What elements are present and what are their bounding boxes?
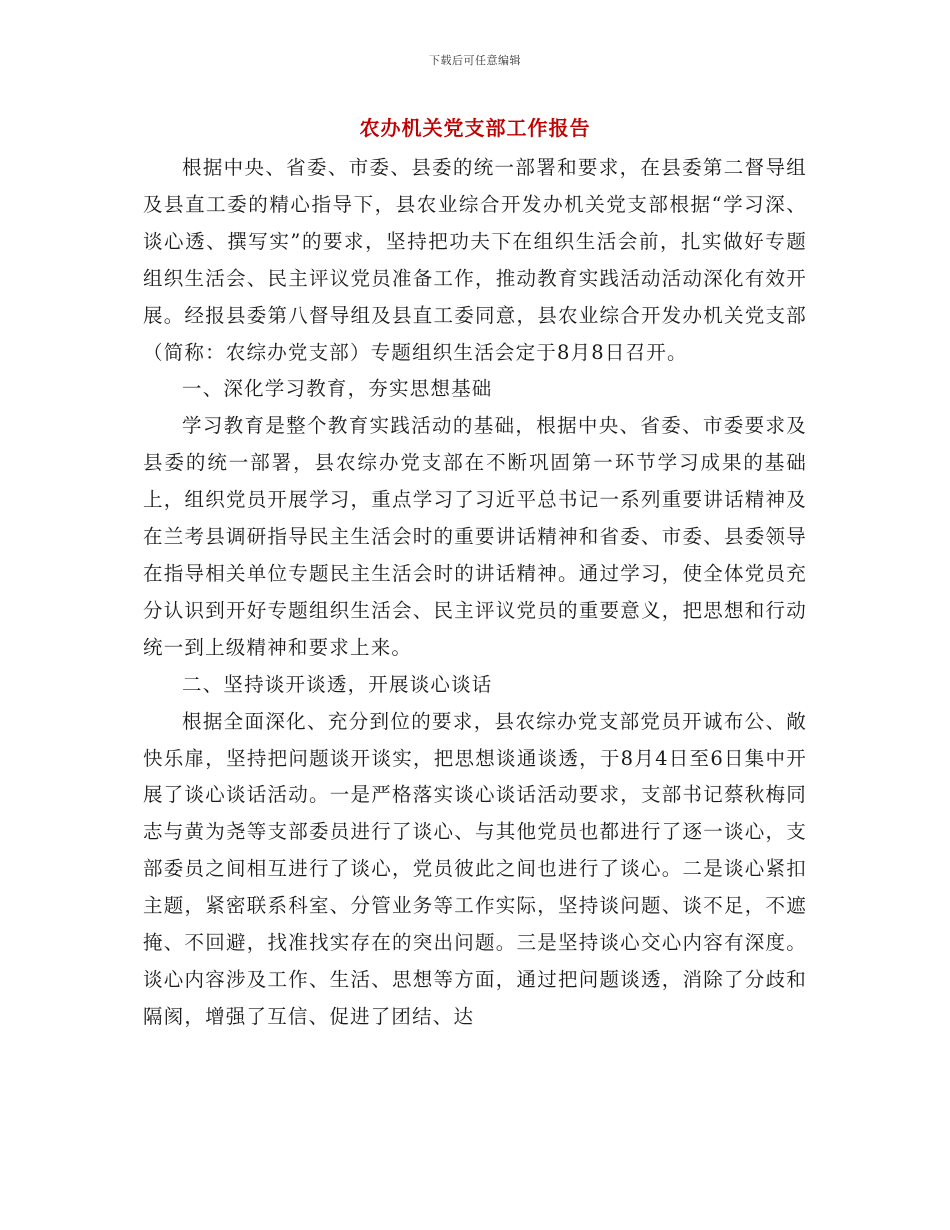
document-body [143, 150, 807, 1036]
paragraph-talks: 根据全面深化、充分到位的要求，县农综办党支部党员开诚布公、敞快乐扉，坚持把问题谈开谈实，把思想谈通谈透，于8月4日至6日集中开展了谈心谈话活动。一是严格落实谈心谈话活动要求，支部书记蔡秋梅同志与黄为尧等支部委员进行了谈心、与其他党员也都进行了逐一谈心，支部委员之间相互进行了谈心，党员彼此之间也进行了谈心。二是谈心紧扣主题，紧密联系科室、分管业务等工作实际，坚持谈问题、谈不足，不遮掩、不回避，找准找实存在的突出问题。三是坚持谈心交心内容有深度。谈心内容涉及工作、生活、思想等方面，通过把问题谈透，消除了分歧和隔阂，增强了互信、促进了团结、达 [143, 709, 807, 1028]
paragraph-study: 学习教育是整个教育实践活动的基础，根据中央、省委、市委要求及县委的统一部署，县农综办党支部在不断巩固第一环节学习成果的基础上，组织党员开展学习，重点学习了习近平总书记一系列重要讲话精神及在兰考县调研指导民主生活会时的重要讲话精神和省委、市委、县委领导在指导相关单位专题民主生活会时的讲话精神。通过学习，使全体党员充分认识到开好专题组织生活会、民主评议党员的重要意义，把思想和行动统一到上级精神和要求上来。 [143, 414, 807, 659]
section-heading-2: 二、坚持谈开谈透，开展谈心谈话 [182, 672, 493, 696]
page-header-note: 下载后可任意编辑 [429, 54, 521, 67]
paragraph-intro: 根据中央、省委、市委、县委的统一部署和要求，在县委第二督导组及县直工委的精心指导下，县农业综合开发办机关党支部根据“学习深、谈心透、撰写实”的要求，坚持把功夫下在组织生活会前，扎实做好专题组织生活会、民主评议党员准备工作，推动教育实践活动活动深化有效开展。经报县委第八督导组及县直工委同意，县农业综合开发办机关党支部（简称：农综办党支部）专题组织生活会定于8月8日召开。 [143, 156, 807, 364]
section-heading-1: 一、深化学习教育，夯实思想基础 [182, 377, 493, 401]
document-title: 农办机关党支部工作报告 [359, 116, 591, 140]
